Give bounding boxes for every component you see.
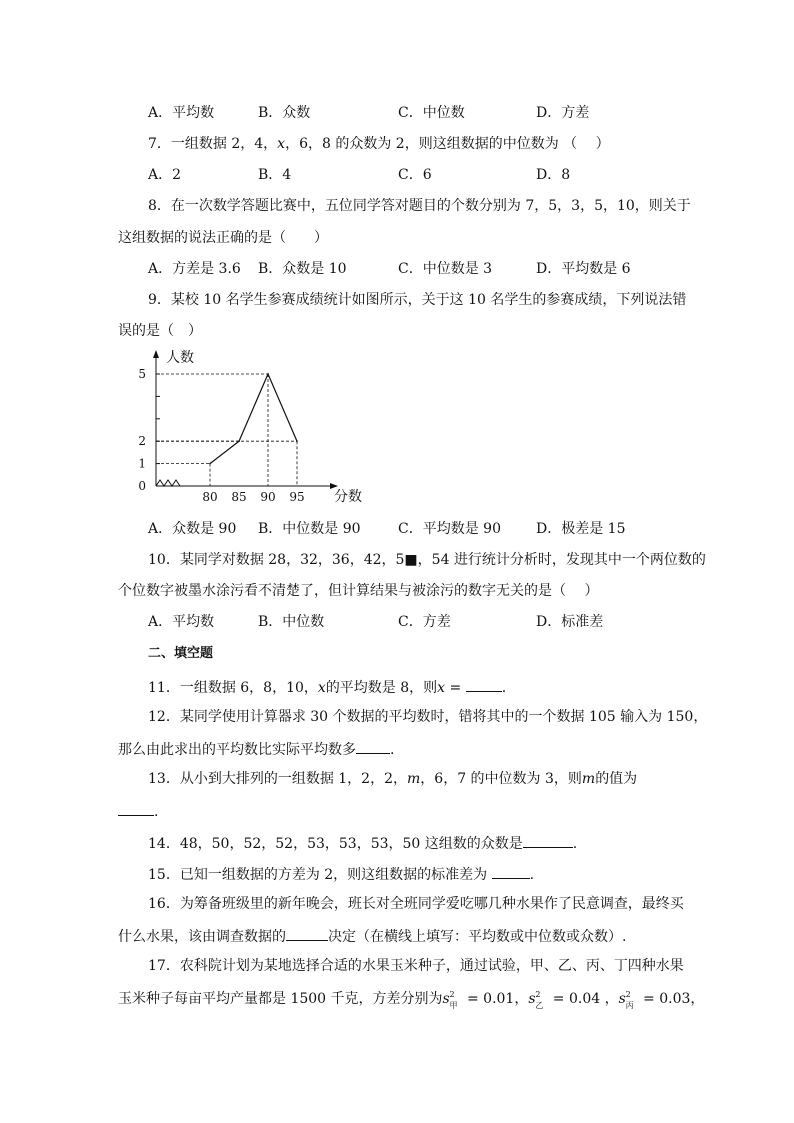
q9-option-d[interactable]: D．极差是 15 — [536, 521, 626, 537]
q13-answer-blank[interactable] — [118, 801, 154, 816]
q7-option-b[interactable]: B．4 — [258, 167, 292, 183]
q15-answer-blank[interactable] — [492, 864, 530, 879]
q9-option-a[interactable]: A．众数是 90 — [148, 521, 237, 537]
q7-stem: 7．一组数据 2，4，x，6，8 的众数为 2，则这组数据的中位数为 （ ） — [148, 136, 610, 152]
q8-option-a[interactable]: A．方差是 3.6 — [148, 261, 241, 277]
q6-option-d[interactable]: D．方差 — [536, 105, 590, 121]
q10-option-c[interactable]: C．方差 — [398, 614, 451, 630]
y-axis-label: 人数 — [166, 350, 194, 366]
q17-stem-line1: 17．农科院计划为某地选择合适的水果玉米种子，通过试验，甲、乙、丙、丁四种水果 — [148, 958, 684, 974]
q7-option-a[interactable]: A．2 — [148, 167, 182, 183]
q17-stem-line2: 玉米种子每亩平均产量都是 1500 千克，方差分别为 s 2 甲 = 0.01， s 2 乙 = 0.04 ， s 2 丙 = 0.03， — [118, 990, 705, 1010]
q16-stem-line1: 16．为筹备班级里的新年晚会，班长对全班同学爱吃哪几种水果作了民意调查，最终买 — [148, 896, 684, 912]
q8-option-c[interactable]: C．中位数是 3 — [398, 261, 493, 277]
q12-answer-blank[interactable] — [356, 739, 390, 754]
variance-yi: s 2 乙 — [528, 990, 544, 1010]
q9-option-b[interactable]: B．中位数是 90 — [258, 521, 361, 537]
y-tick-label: 5 — [138, 367, 146, 381]
x-tick-label: 90 — [260, 490, 276, 504]
q7-option-d[interactable]: D．8 — [536, 167, 571, 183]
q11-stem: 11．一组数据 6，8，10，x的平均数是 8，则x = . — [148, 677, 506, 697]
data-point-95 — [296, 440, 298, 442]
x-tick-label: 85 — [231, 490, 247, 504]
q16-answer-blank[interactable] — [286, 926, 328, 941]
axis-break-icon — [156, 480, 180, 486]
y-tick-label: 2 — [138, 434, 146, 449]
x-axis-label: 分数 — [334, 489, 362, 505]
q15-stem: 15．已知一组数据的方差为 2，则这组数据的标准差为 . — [148, 864, 534, 884]
q6-option-a[interactable]: A．平均数 — [148, 105, 215, 121]
q10-stem-line2: 个位数字被墨水涂污看不清楚了，但计算结果与被涂污的数字无关的是（ ） — [118, 583, 599, 599]
q13-answer-line: . — [118, 801, 158, 821]
variance-bing: s 2 丙 — [618, 990, 634, 1010]
section-title-fill-in: 二、填空题 — [148, 646, 214, 661]
q8-option-b[interactable]: B．众数是 10 — [258, 261, 347, 277]
q9-stem-line2: 误的是（ ） — [118, 323, 202, 339]
q8-stem-line1: 8．在一次数学答题比赛中，五位同学答对题目的个数分别为 7，5，3，5，10，则关于 — [148, 198, 691, 214]
q6-option-b[interactable]: B．众数 — [258, 105, 311, 121]
q7-option-c[interactable]: C．6 — [398, 167, 432, 183]
q14-answer-blank[interactable] — [523, 833, 573, 848]
series-line — [210, 374, 297, 464]
q9-option-c[interactable]: C．平均数是 90 — [398, 521, 501, 537]
q8-stem-line2: 这组数据的说法正确的是（ ） — [118, 230, 328, 246]
q9-stem-line1: 9．某校 10 名学生参赛成绩统计如图所示，关于这 10 名学生的参赛成绩，下列说法错 — [148, 292, 687, 308]
score-line-chart — [140, 346, 380, 510]
x-tick-label: 80 — [202, 490, 218, 504]
x-tick-label: 95 — [289, 490, 305, 504]
q12-stem-line2: 那么由此求出的平均数比实际平均数多 . — [118, 739, 394, 759]
variance-jia: s 2 甲 — [442, 990, 458, 1010]
q11-answer-blank[interactable] — [466, 677, 502, 692]
data-point-80 — [209, 463, 211, 465]
q10-option-a[interactable]: A．平均数 — [148, 614, 215, 630]
q12-stem-line1: 12．某同学使用计算器求 30 个数据的平均数时，错将其中的一个数据 105 输入为 150， — [148, 709, 708, 725]
q14-stem: 14．48，50，52，52，53，53，53，50 这组数的众数是 . — [148, 833, 577, 853]
y-tick-label: 1 — [138, 456, 146, 471]
q10-option-b[interactable]: B．中位数 — [258, 614, 325, 630]
data-point-85 — [238, 440, 240, 442]
q8-option-d[interactable]: D．平均数是 6 — [536, 261, 631, 277]
q6-option-c[interactable]: C．中位数 — [398, 105, 465, 121]
q16-stem-line2: 什么水果，该由调查数据的 决定（在横线上填写：平均数或中位数或众数）. — [118, 926, 626, 946]
data-point-90 — [267, 373, 269, 375]
y-axis-arrow — [153, 350, 159, 358]
q10-option-d[interactable]: D．标准差 — [536, 614, 604, 630]
q13-stem: 13．从小到大排列的一组数据 1，2，2，m，6，7 的中位数为 3，则m的值为 — [148, 771, 638, 787]
y-tick-label: 0 — [138, 479, 146, 493]
q10-stem-line1: 10．某同学对数据 28，32，36，42，5■，54 进行统计分析时，发现其中一个两位数的 — [148, 552, 706, 568]
